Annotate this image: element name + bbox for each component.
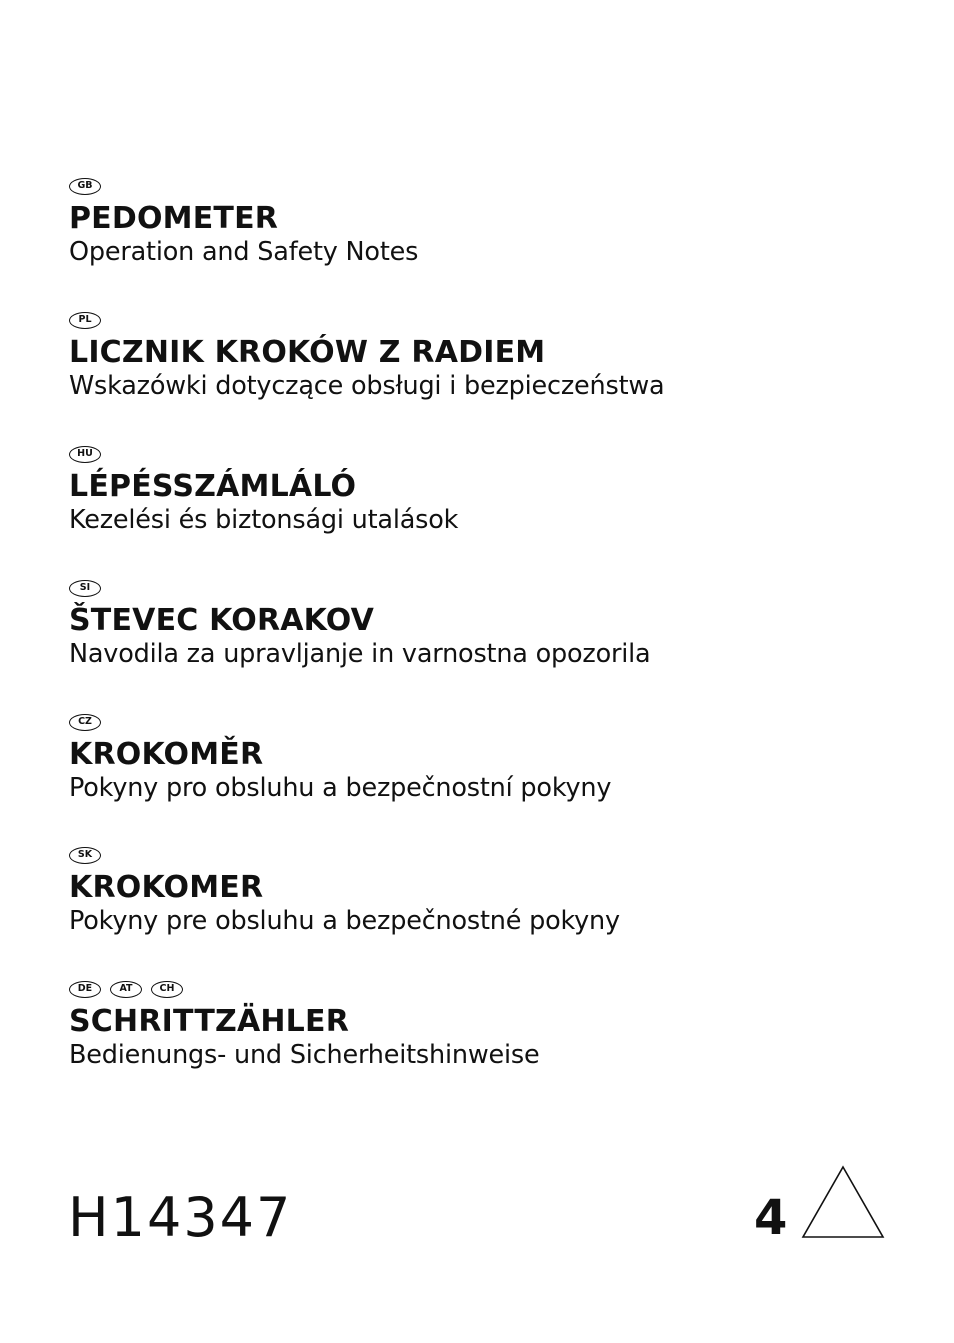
language-badges: [69, 578, 929, 598]
model-number: H14347: [68, 1186, 293, 1249]
footer-number: 4: [754, 1190, 788, 1246]
language-section-si: [69, 578, 929, 669]
language-badge: PL: [69, 312, 101, 329]
language-badge: AT: [110, 981, 142, 998]
language-section-gb: [69, 176, 929, 267]
language-badge: CZ: [69, 714, 101, 731]
language-badges: [69, 979, 929, 999]
language-section-sk: [69, 845, 929, 936]
section-title: KROKOMER: [69, 870, 264, 905]
language-badges: [69, 310, 929, 330]
language-badges: [69, 444, 929, 464]
language-badge: SK: [69, 847, 101, 864]
language-badges: [69, 176, 929, 196]
section-title: LICZNIK KROKÓW Z RADIEM: [69, 335, 546, 370]
language-badge: SI: [69, 580, 101, 597]
language-section-cz: [69, 712, 929, 803]
language-badge: HU: [69, 446, 101, 463]
section-title: ŠTEVEC KORAKOV: [69, 603, 375, 638]
section-title: PEDOMETER: [69, 201, 279, 236]
language-badge: GB: [69, 178, 101, 195]
section-title: SCHRITTZÄHLER: [69, 1004, 349, 1039]
section-subtitle: Kezelési és biztonsági utalások: [69, 505, 459, 535]
language-section-pl: [69, 310, 929, 401]
section-subtitle: Operation and Safety Notes: [69, 237, 419, 267]
language-badges: [69, 712, 929, 732]
section-subtitle: Bedienungs- und Sicherheitshinweise: [69, 1040, 540, 1070]
section-subtitle: Wskazówki dotyczące obsługi i bezpieczeństwa: [69, 371, 665, 401]
section-title: LÉPÉSSZÁMLÁLÓ: [69, 469, 357, 504]
language-badges: [69, 845, 929, 865]
section-subtitle: Pokyny pro obsluhu a bezpečnostní pokyny: [69, 773, 612, 803]
language-section-de-at-ch: [69, 979, 929, 1070]
section-title: KROKOMĚR: [69, 737, 264, 772]
warning-triangle-icon: [800, 1164, 886, 1240]
section-subtitle: Navodila za upravljanje in varnostna opozorila: [69, 639, 651, 669]
language-section-hu: [69, 444, 929, 535]
language-badge: DE: [69, 981, 101, 998]
language-badge: CH: [151, 981, 183, 998]
section-subtitle: Pokyny pre obsluhu a bezpečnostné pokyny: [69, 906, 620, 936]
